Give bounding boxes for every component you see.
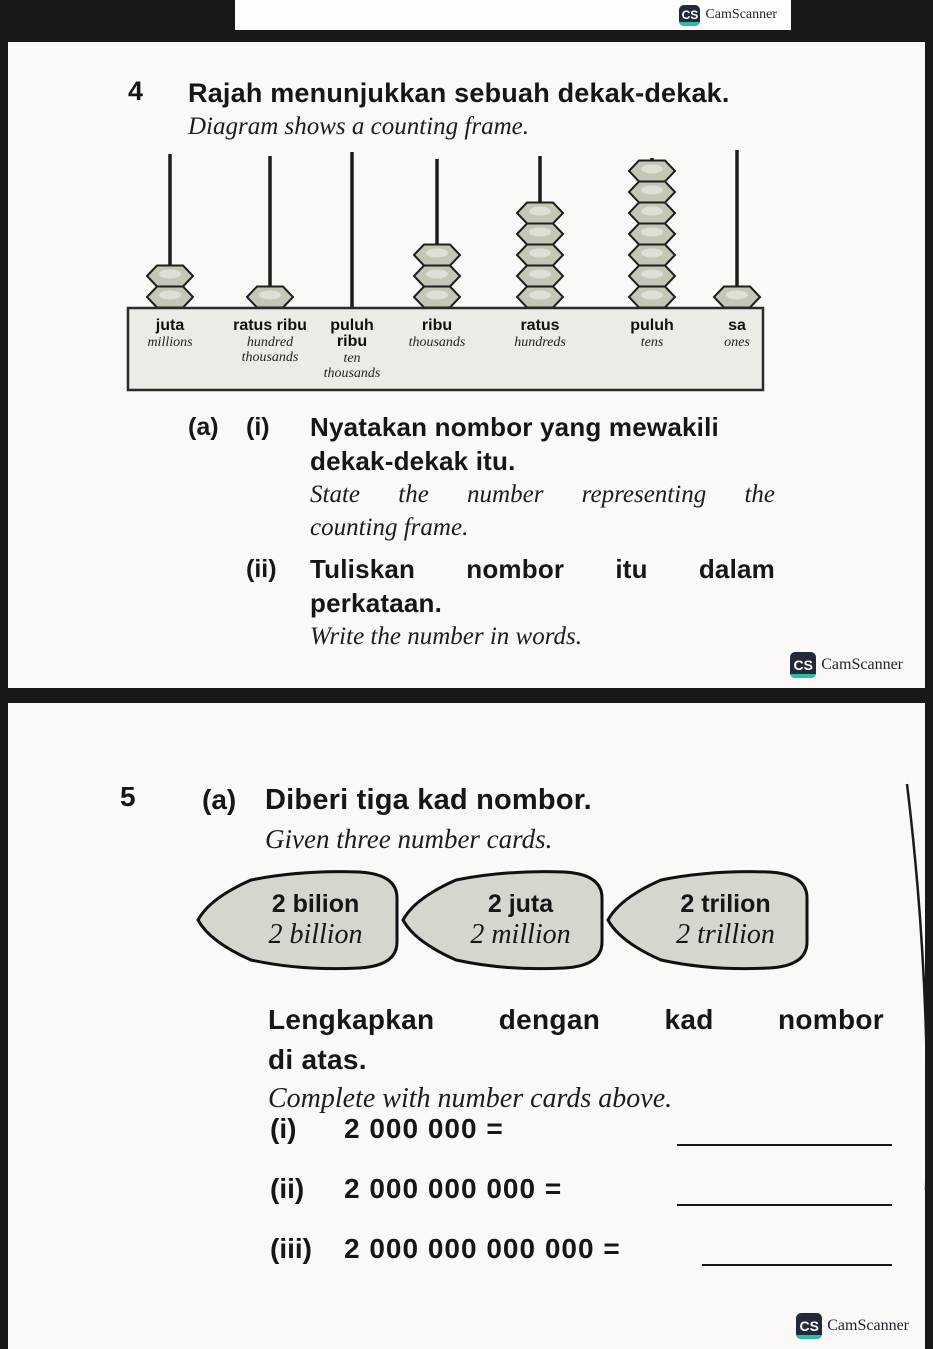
svg-text:thousands: thousands <box>408 335 466 350</box>
number-card-3 <box>605 863 810 977</box>
item-row-ii <box>270 1173 892 1213</box>
svg-text:sa: sa <box>728 317 746 334</box>
question-5-intro <box>265 781 592 857</box>
question-5-task <box>268 1000 884 1118</box>
number-cards <box>195 863 810 977</box>
item-iii-label: (iii) <box>270 1233 312 1264</box>
camscanner-logo-initials: CS <box>799 1318 819 1334</box>
item-ii-answer-blank <box>677 1204 892 1206</box>
task-malay-line1: Lengkapkan dengan kad nombor <box>268 1004 884 1035</box>
part-a-ii-label: (ii) <box>246 555 277 583</box>
item-i-label: (i) <box>270 1113 297 1144</box>
svg-text:ten: ten <box>343 351 361 366</box>
card-1-english: 2 billion <box>268 919 363 950</box>
svg-text:puluh: puluh <box>330 317 374 334</box>
svg-text:ribu: ribu <box>336 333 368 350</box>
worksheet-page-1 <box>8 42 925 688</box>
number-card-1 <box>195 863 400 977</box>
part-a-i-malay-line1: Nyatakan nombor yang mewakili <box>310 412 719 442</box>
svg-text:puluh: puluh <box>630 317 674 334</box>
task-english: Complete with number cards above. <box>268 1083 673 1114</box>
part-a-ii-english-line1: Write the number in words. <box>310 623 582 650</box>
camscanner-watermark-label: CamScanner <box>827 1317 909 1334</box>
svg-text:thousands: thousands <box>323 366 381 381</box>
camscanner-logo-accent <box>796 1335 822 1339</box>
question-5-items <box>270 1113 892 1293</box>
camscanner-watermark <box>796 1313 909 1339</box>
item-i-answer-blank <box>677 1144 892 1146</box>
question-5-intro-english: Given three number cards. <box>265 824 553 854</box>
card-text <box>442 863 599 977</box>
part-a-i-malay-line2: dekak-dekak itu. <box>310 446 516 476</box>
question-4-title-english: Diagram shows a counting frame. <box>188 113 529 140</box>
svg-text:millions: millions <box>147 335 193 350</box>
item-i-expression: 2 000 000 = <box>344 1113 504 1144</box>
question-5-part-label: (a) <box>202 784 237 815</box>
question-4-title <box>188 76 730 143</box>
card-3-english: 2 trillion <box>676 919 775 950</box>
camscanner-logo-accent <box>679 22 700 26</box>
svg-text:ratus ribu: ratus ribu <box>233 317 307 334</box>
question-4-number: 4 <box>128 76 144 106</box>
part-a-ii-malay-line1: Tuliskan nombor itu dalam <box>310 554 775 584</box>
item-iii-expression: 2 000 000 000 000 = <box>344 1233 621 1264</box>
part-a-i-text <box>310 410 775 544</box>
camscanner-logo-initials: CS <box>681 8 699 22</box>
part-a-i-english-line2: counting frame. <box>310 514 469 541</box>
part-a-ii-malay-line2: perkataan. <box>310 588 443 618</box>
svg-text:hundred: hundred <box>246 335 294 350</box>
question-4-part-a <box>188 410 775 653</box>
previous-page-strip <box>235 0 791 30</box>
card-text <box>237 863 394 977</box>
part-a-i-label: (i) <box>246 413 270 441</box>
svg-text:hundreds: hundreds <box>514 335 566 350</box>
item-row-iii <box>270 1233 892 1273</box>
card-2-malay: 2 juta <box>487 890 554 918</box>
part-a-ii-text <box>310 552 775 653</box>
camscanner-logo-initials: CS <box>793 657 813 673</box>
card-text <box>647 863 804 977</box>
card-3-malay: 2 trilion <box>680 890 771 918</box>
item-ii-expression: 2 000 000 000 = <box>344 1173 563 1204</box>
card-1-malay: 2 bilion <box>271 890 360 918</box>
task-malay-line2: di atas. <box>268 1044 367 1075</box>
number-card-2 <box>400 863 605 977</box>
page-crease-line <box>893 778 933 1196</box>
item-iii-answer-blank <box>702 1264 892 1266</box>
camscanner-logo-icon <box>679 5 700 26</box>
question-5-intro-malay: Diberi tiga kad nombor. <box>265 784 592 816</box>
camscanner-watermark-label: CamScanner <box>705 7 777 22</box>
svg-text:juta: juta <box>155 317 185 334</box>
counting-frame-figure <box>120 148 780 401</box>
question-4-title-malay: Rajah menunjukkan sebuah dekak-dekak. <box>188 78 730 108</box>
question-5-number: 5 <box>120 781 136 812</box>
question-4-header <box>128 76 730 143</box>
svg-text:ones: ones <box>724 335 750 350</box>
camscanner-logo-icon <box>796 1313 822 1339</box>
camscanner-watermark-label: CamScanner <box>821 656 903 673</box>
worksheet-page-2 <box>8 703 925 1349</box>
camscanner-logo-icon <box>790 652 816 678</box>
camscanner-watermark <box>679 5 777 26</box>
item-ii-label: (ii) <box>270 1173 305 1204</box>
item-row-i <box>270 1113 892 1153</box>
question-5-header <box>120 781 592 857</box>
abacus-svg <box>120 148 780 396</box>
card-2-english: 2 million <box>470 919 571 950</box>
svg-text:ribu: ribu <box>421 317 453 334</box>
camscanner-logo-accent <box>790 674 816 678</box>
svg-text:thousands: thousands <box>241 350 299 365</box>
camscanner-watermark <box>790 652 903 678</box>
part-a-i-english-line1: State the number representing the <box>310 481 775 508</box>
part-a-label: (a) <box>188 413 219 441</box>
svg-text:tens: tens <box>640 335 664 350</box>
svg-text:ratus: ratus <box>520 317 560 334</box>
